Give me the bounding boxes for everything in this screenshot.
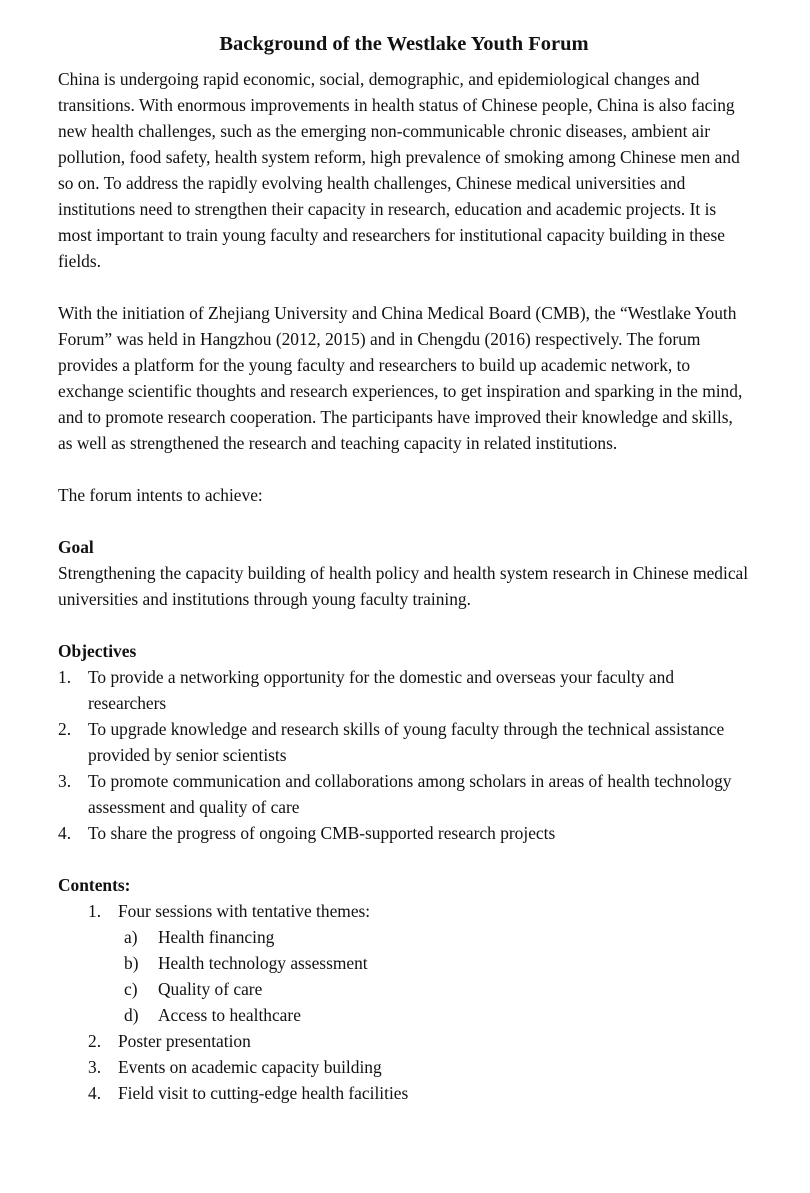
sublist-item [124,976,750,1002]
objectives-heading: Objectives [58,641,137,661]
list-item-text: To upgrade knowledge and research skills of young faculty through the technical assistance provided by senior scientists [88,719,725,765]
list-item [58,664,750,716]
sublist-letter: c) [124,979,138,999]
intent-paragraph: The forum intents to achieve: [58,485,263,505]
goal-heading: Goal [58,537,94,557]
list-number: 2. [88,1031,102,1051]
background-paragraph-1: China is undergoing rapid economic, social, demographic, and epidemiological changes and transitions. With enormous improvements in health status of Chinese people, China is also facing new health challenges, such as the emerging non-communicable chronic diseases, ambient air pollution, food safety, health system reform, high prevalence of smoking among Chinese men and so on. To address the rapidly evolving health challenges, Chinese medical universities and institutions need to strengthen their capacity in research, education and academic projects. It is most important to train young faculty and researchers for institutional capacity building in these fields. [58,69,740,271]
sublist-item-text: Quality of care [158,979,263,999]
list-item-text: To promote communication and collaborations among scholars in areas of health technology assessment and quality of care [88,771,732,817]
background-paragraph-2: With the initiation of Zhejiang University and China Medical Board (CMB), the “Westlake Youth Forum” was held in Hangzhou (2012, 2015) and in Chengdu (2016) respectively. The forum provides a platform for the young faculty and researchers to build up academic network, to exchange scientific thoughts and research experiences, to get inspiration and sparking in the mind, and to promote research cooperation. The participants have improved their knowledge and skills, as well as strengthened the research and teaching capacity in related institutions. [58,303,743,453]
paragraph-gap [58,456,750,482]
paragraph-gap [58,612,750,638]
paragraph-gap [58,508,750,534]
sublist-item-text: Health financing [158,927,275,947]
list-item [88,1054,750,1080]
list-item-text: Poster presentation [118,1031,251,1051]
list-item [58,716,750,768]
sublist-letter: b) [124,953,139,973]
list-item-text: Events on academic capacity building [118,1057,382,1077]
sublist-item-text: Health technology assessment [158,953,368,973]
list-number: 2. [58,719,72,739]
list-item-text: Four sessions with tentative themes: [118,901,371,921]
list-item-text: To share the progress of ongoing CMB-supported research projects [88,823,556,843]
sublist-letter: a) [124,927,138,947]
list-item [58,768,750,820]
list-item [88,1028,750,1054]
list-number: 4. [88,1083,102,1103]
objectives-list [58,664,750,846]
sublist-item [124,1002,750,1028]
list-number: 3. [88,1057,102,1077]
document-title: Background of the Westlake Youth Forum [219,33,589,55]
list-number: 3. [58,771,72,791]
list-number: 1. [88,901,102,921]
list-item-text: Field visit to cutting-edge health facilities [118,1083,409,1103]
list-item [88,898,750,1028]
sublist-letter: d) [124,1005,139,1025]
themes-sublist [118,924,750,1028]
list-item [58,820,750,846]
sublist-item [124,924,750,950]
contents-heading: Contents: [58,875,131,895]
list-number: 1. [58,667,72,687]
goal-text: Strengthening the capacity building of health policy and health system research in Chinese medical universities and institutions through young faculty training. [58,563,749,609]
sublist-item-text: Access to healthcare [158,1005,301,1025]
document-page [58,30,750,1106]
list-item [88,1080,750,1106]
paragraph-gap [58,274,750,300]
list-number: 4. [58,823,72,843]
contents-list [58,898,750,1106]
list-item-text: To provide a networking opportunity for the domestic and overseas your faculty and researchers [88,667,675,713]
paragraph-gap [58,846,750,872]
sublist-item [124,950,750,976]
